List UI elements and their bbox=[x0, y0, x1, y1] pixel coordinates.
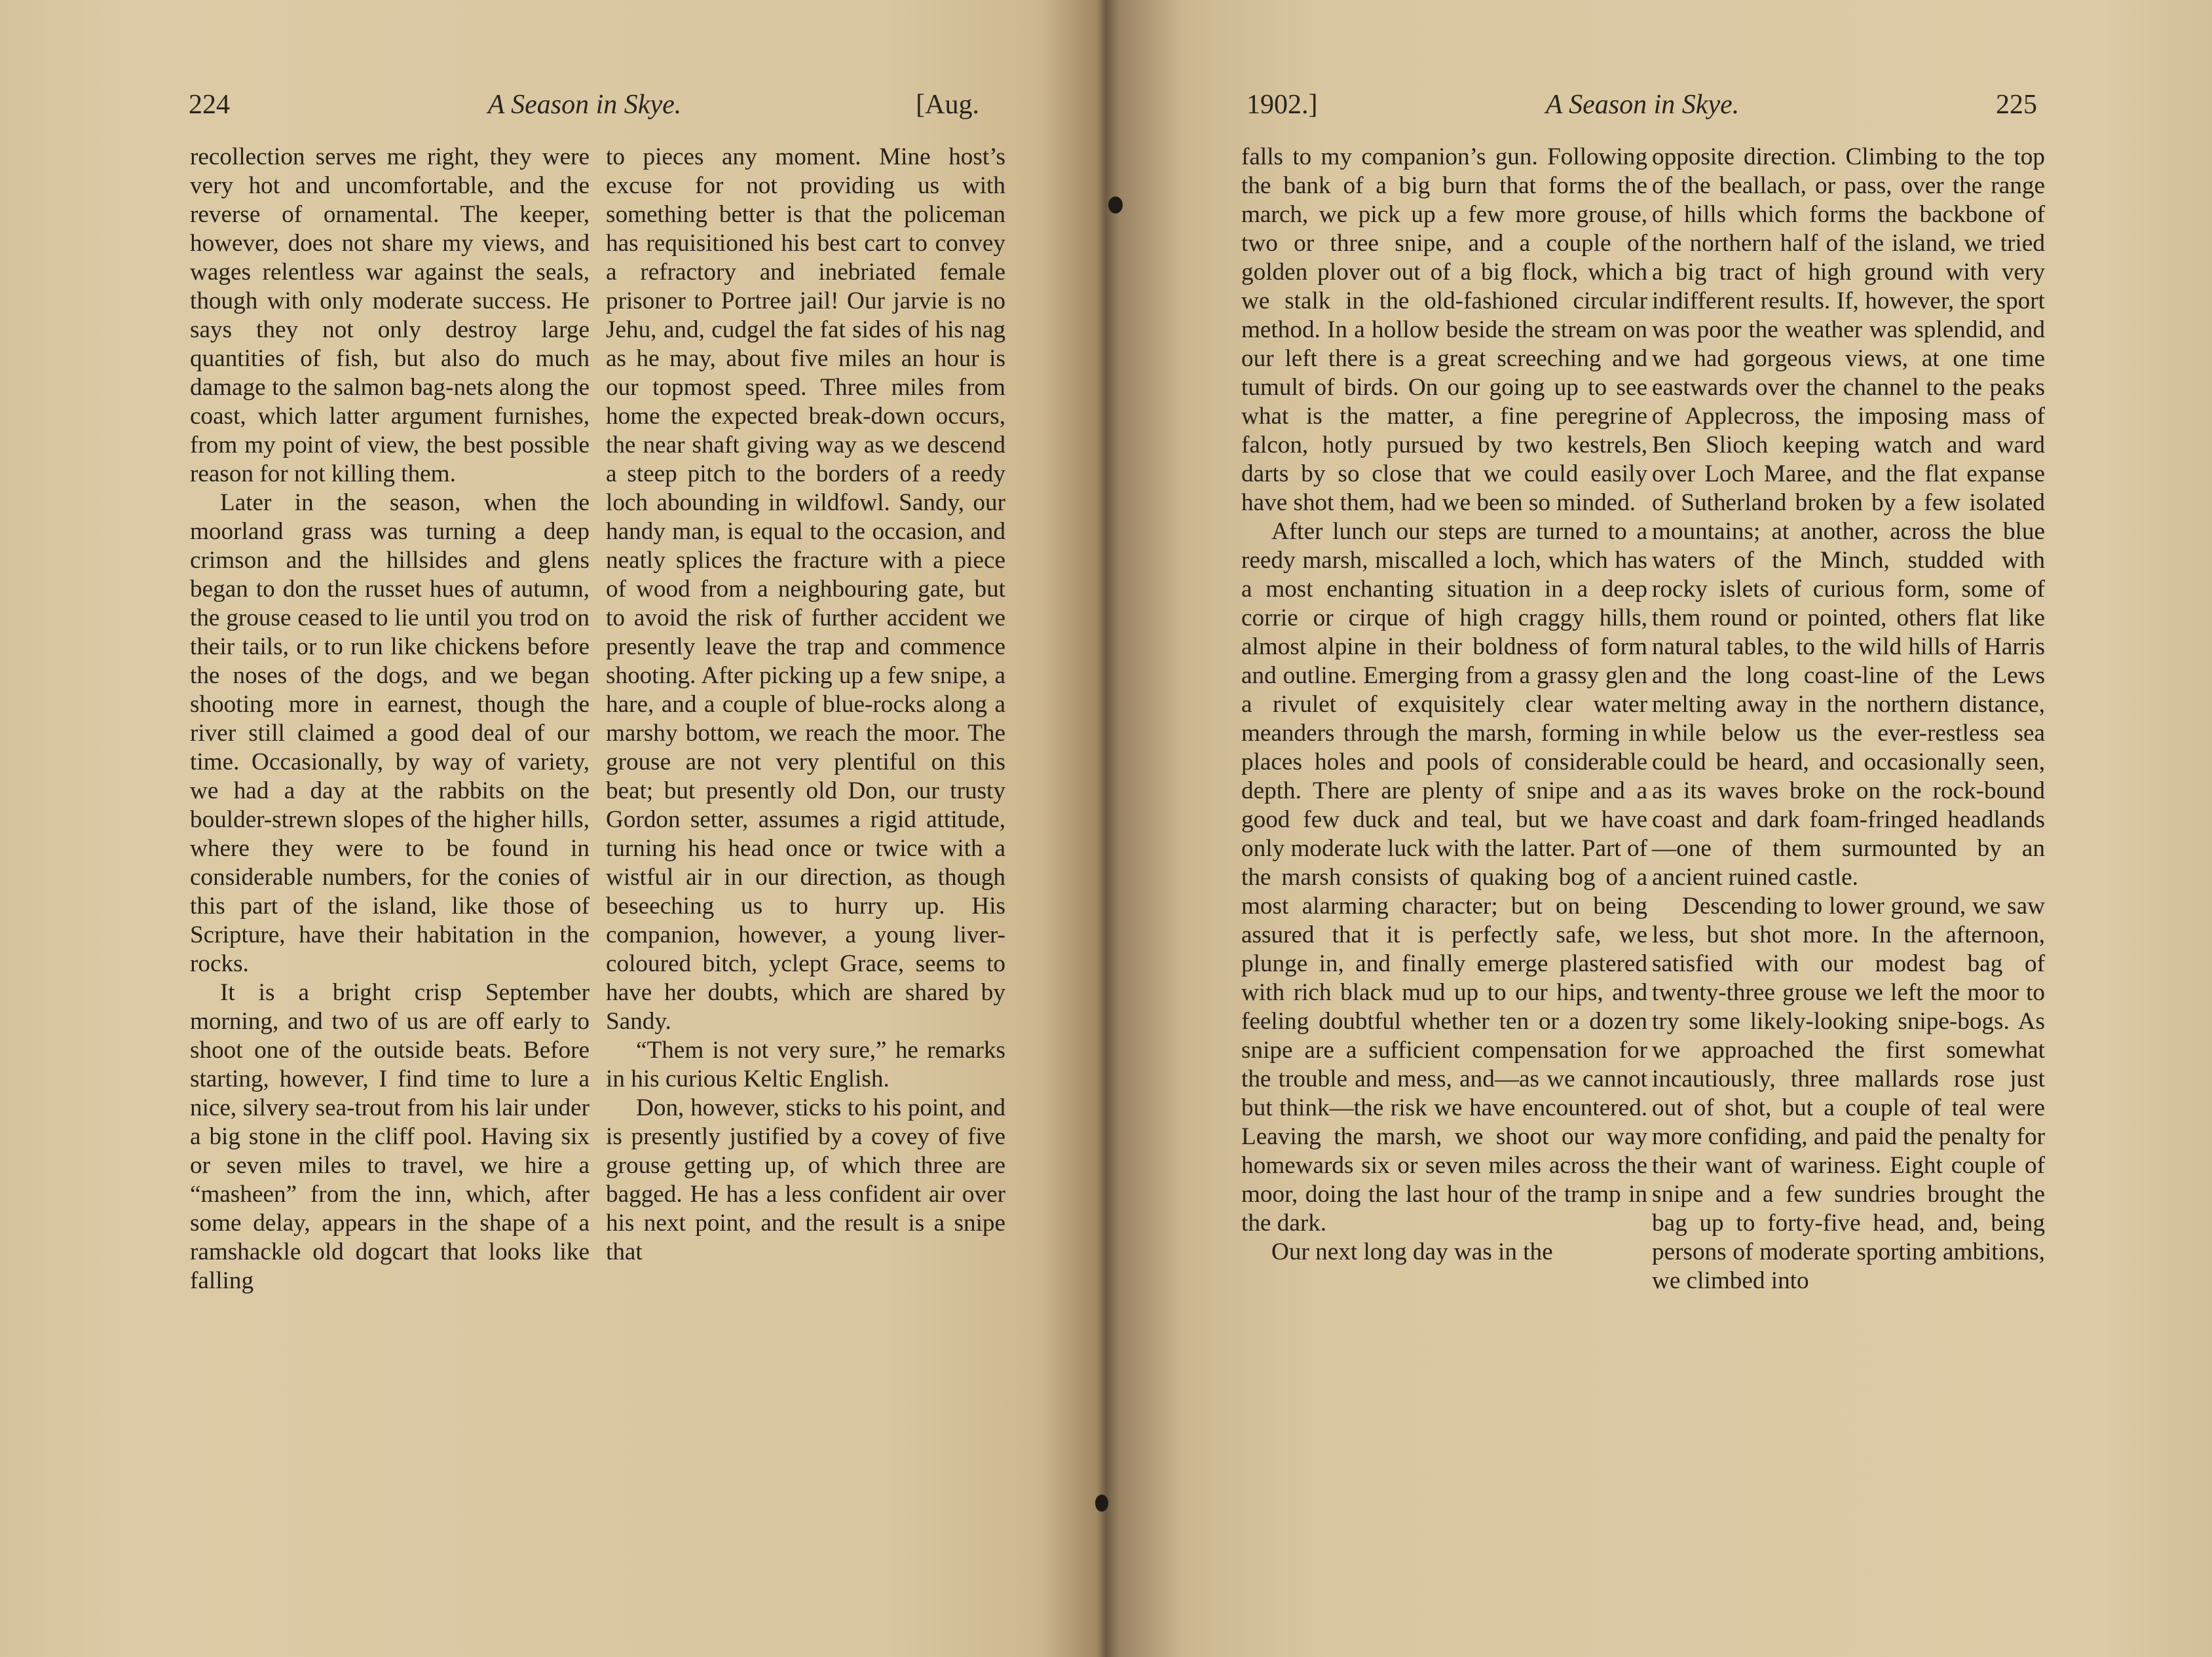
left-page bbox=[0, 0, 1097, 1657]
running-header bbox=[1241, 77, 2044, 130]
paragraph: recollection serves me right, they were very hot and uncomfortable, and the reverse of ornamental. The keeper, however, does not share my views, and wages relentless war against the seals, though with only moderate success. He says they not only destroy large quantities of fish, but also do much damage to the salmon bag-nets along the coast, which latter argument furnishes, from my point of view, the best possible reason for not killing them. bbox=[190, 143, 590, 487]
paragraph: Descending to lower ground, we saw less, but shot more. In the afternoon, satisfied with our modest bag of twenty-three grouse we left the moor to try some likely-looking snipe-bogs. As we approached the first somewhat incautiously, three mallards rose just out of shot, but a couple of teal were more confiding, and paid the penalty for their want of wariness. Eight couple of snipe and a few sundries brought the bag up to forty-five head, and, being persons of moderate sporting ambitions, we climbed into bbox=[1652, 893, 2045, 1294]
text-column-1 bbox=[1241, 143, 1647, 1267]
text-column-1 bbox=[190, 143, 590, 1295]
binding-hole-mark bbox=[1108, 196, 1123, 214]
page-number: 224 bbox=[189, 90, 230, 120]
paragraph: After lunch our steps are turned to a reedy marsh, miscalled a loch, which has a most enchanting situation in a deep corrie or cirque of high craggy hills, almost alpine in their boldness of form and outline. Emerging from a grassy glen a rivulet of exquisitely clear water meanders through the marsh, forming in places holes and pools of considerable depth. There are plenty of snipe and a good few duck and teal, but we have only moderate luck with the latter. Part of the marsh consists of quaking bog of a most alarming character; but on being assured that it is perfectly safe, we plunge in, and finally emerge plastered with rich black mud up to our hips, and feeling doubtful whether ten or a dozen snipe are a sufficient compensation for the trouble and mess, and—as we cannot but think—the risk we have encountered. Leaving the marsh, we shoot our way homewards six or seven miles across the moor, doing the last hour of the tramp in the dark. bbox=[1241, 518, 1647, 1237]
running-title: A Season in Skye. bbox=[487, 90, 682, 120]
paragraph: Our next long day was in the bbox=[1271, 1238, 1553, 1265]
paragraph: Don, however, sticks to his point, and is presently justified by a covey of five grouse getting up, of which three are bagged. He has a less confident air over his next point, and the result is a snipe that bbox=[606, 1094, 1005, 1265]
header-date: 1902.] bbox=[1247, 90, 1318, 120]
paragraph: to pieces any moment. Mine host’s excuse for not providing us with something better is that the policeman has requisitioned his best cart to convey a refractory and inebriated female prisoner to Portree jail! Our jarvie is no Jehu, and, cudgel the fat sides of his nag as he may, about five miles an hour is our topmost speed. Three miles from home the expected break-down occurs, the near shaft giving way as we descend a steep pitch to the borders of a reedy loch abounding in wildfowl. Sandy, our handy man, is equal to the occasion, and neatly splices the fracture with a piece of wood from a neighbouring gate, but to avoid the risk of further accident we presently leave the trap and commence shooting. After picking up a few snipe, a hare, and a couple of blue-rocks along a marshy bottom, we reach the moor. The grouse are not very plentiful on this beat; but presently old Don, our trusty Gordon setter, assumes a rigid attitude, turning his head once or twice with a wistful air in our direction, as though beseeching us to hurry up. His companion, however, a young liver-coloured bitch, yclept Grace, seems to have her doubts, which are shared by Sandy. bbox=[606, 143, 1005, 1035]
paragraph: opposite direction. Climbing to the top of the beallach, or pass, over the range of hills which forms the backbone of the northern half of the island, we tried a big tract of high ground with very indifferent results. If, however, the sport was poor the weather was splendid, and we had gorgeous views, at one time eastwards over the channel to the peaks of Applecross, the imposing mass of Ben Slioch keeping watch and ward over Loch Maree, and the flat expanse of Sutherland broken by a few isolated mountains; at another, across the blue waters of the Minch, studded with rocky islets of curious form, some of them round or pointed, others flat like natural tables, to the wild hills of Harris and the long coast-line of the Lews melting away in the northern distance, while below us the ever-restless sea could be heard, and occasionally seen, as its waves broke on the rock-bound coast and dark foam-fringed headlands—one of them surmounted by an ancient ruined castle. bbox=[1652, 143, 2045, 891]
page-number: 225 bbox=[1996, 90, 2037, 120]
running-header bbox=[183, 77, 986, 130]
right-page bbox=[1100, 0, 2212, 1657]
paragraph: It is a bright crisp September morning, and two of us are off early to shoot one of the outside beats. Before starting, however, I find time to lure a nice, silvery sea-trout from his lair under a big stone in the cliff pool. Having six or seven miles to travel, we hire a “masheen” from the inn, which, after some delay, appears in the shape of a ramshackle old dogcart that looks like falling bbox=[190, 979, 590, 1294]
text-column-2 bbox=[1652, 143, 2045, 1295]
header-date: [Aug. bbox=[916, 90, 979, 120]
paragraph: Later in the season, when the moorland grass was turning a deep crimson and the hillsides and glens began to don the russet hues of autumn, the grouse ceased to lie until you trod on their tails, or to run like chickens before the noses of the dogs, and we began shooting more in earnest, though the river still claimed a good deal of our time. Occasionally, by way of variety, we had a day at the rabbits on the boulder-strewn slopes of the higher hills, where they were to be found in considerable numbers, for the conies of this part of the island, like those of Scripture, have their habitation in the rocks. bbox=[190, 489, 590, 977]
binding-hole-mark bbox=[1095, 1495, 1108, 1512]
running-title: A Season in Skye. bbox=[1545, 90, 1740, 120]
text-column-2 bbox=[606, 143, 1005, 1267]
paragraph: falls to my companion’s gun. Following the bank of a big burn that forms the march, we pick up a few more grouse, two or three snipe, and a couple of golden plover out of a big flock, which we stalk in the old-fashioned circular method. In a hollow beside the stream on our left there is a great screeching and tumult of birds. On our going up to see what is the matter, a fine peregrine falcon, hotly pursued by two kestrels, darts by so close that we could easily have shot them, had we been so minded. bbox=[1241, 143, 1647, 516]
paragraph: “Them is not very sure,” he remarks in his curious Keltic English. bbox=[606, 1037, 1005, 1092]
